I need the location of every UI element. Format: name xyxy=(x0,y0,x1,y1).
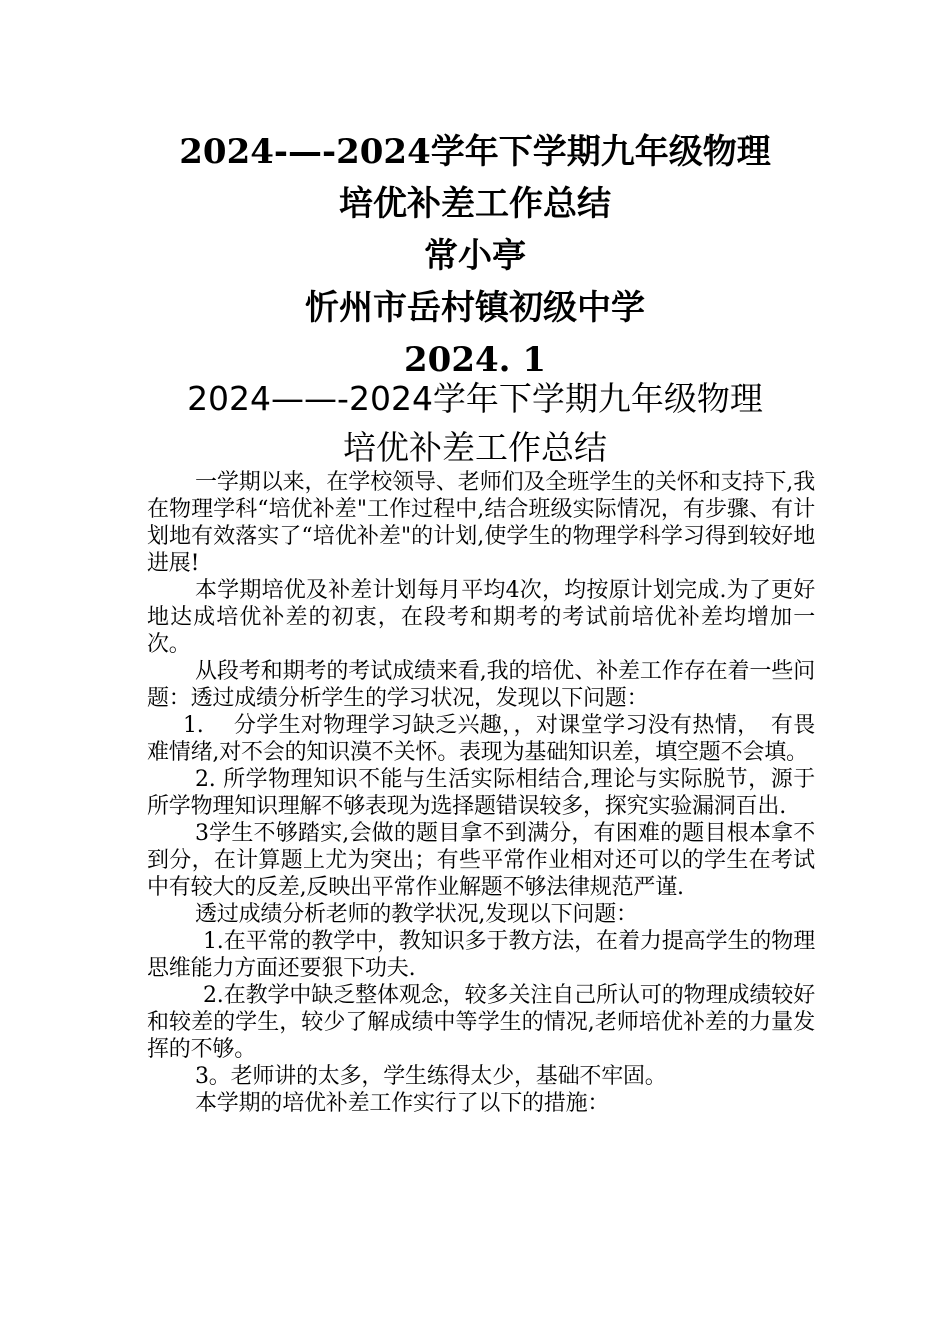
paragraph-plan: 本学期培优及补差计划每月平均4次，均按原计划完成.为了更好地达成培优补差的初衷，在段考和期考的考试前培优补差均增加一次。 xyxy=(147,578,815,657)
paragraph-measures-intro: 本学期的培优补差工作实行了以下的措施： xyxy=(195,1091,610,1116)
paragraph-intro: 一学期以来，在学校领导、老师们及全班学生的关怀和支持下,我在物理学科“培优补差"工作过程中,结合班级实际情况，有步骤、有计划地有效落实了“培优补差"的计划,使学生的物理学科学习得到较好地进展! xyxy=(147,470,815,576)
paragraph-problems-intro: 从段考和期考的考试成绩来看,我的培优、补差工作存在着一些问题：透过成绩分析学生的学习状况，发现以下问题： xyxy=(147,659,815,711)
body-heading-line-2: 培优补差工作总结 xyxy=(343,428,607,467)
document-date: 2024. 1 xyxy=(404,340,546,380)
paragraph-student-problem-2: 2. 所学物理知识不能与生活实际相结合,理论与实际脱节，源于所学物理知识理解不够表现为选择题错误较多，探究实验漏洞百出. xyxy=(147,767,815,819)
body-heading-line-1: 2024——-2024学年下学期九年级物理 xyxy=(187,379,763,418)
author-name: 常小亭 xyxy=(424,236,526,276)
paragraph-student-problem-3: 3学生不够踏实,会做的题目拿不到满分，有困难的题目根本拿不到分，在计算题上尤为突出；有些平常作业相对还可以的学生在考试中有较大的反差,反映出平常作业解题不够法律规范严谨. xyxy=(147,821,815,900)
body-text xyxy=(147,469,815,1117)
paragraph-teacher-problem-2: 2.在教学中缺乏整体观念，较多关注自己所认可的物理成绩较好和较差的学生，较少了解成绩中等学生的情况,老师培优补差的力量发挥的不够。 xyxy=(147,983,815,1062)
cover-title-block xyxy=(0,126,950,386)
cover-title-line-2: 培优补差工作总结 xyxy=(339,184,611,224)
paragraph-student-problem-1: 1. 分学生对物理学习缺乏兴趣，，对课堂学习没有热情， 有畏难情绪,对不会的知识漠不关怀。表现为基础知识差，填空题不会填。 xyxy=(147,713,815,765)
paragraph-teacher-problem-3: 3。老师讲的太多，学生练得太少，基础不牢固。 xyxy=(195,1064,667,1089)
body-heading-block xyxy=(0,374,950,472)
paragraph-teacher-problems-intro: 透过成绩分析老师的教学状况,发现以下问题： xyxy=(195,902,638,927)
school-name: 忻州市岳村镇初级中学 xyxy=(305,288,645,328)
paragraph-teacher-problem-1: 1.在平常的教学中，教知识多于教方法，在着力提高学生的物理思维能力方面还要狠下功夫. xyxy=(147,929,815,981)
cover-title-line-1: 2024-—-2024学年下学期九年级物理 xyxy=(179,132,771,172)
